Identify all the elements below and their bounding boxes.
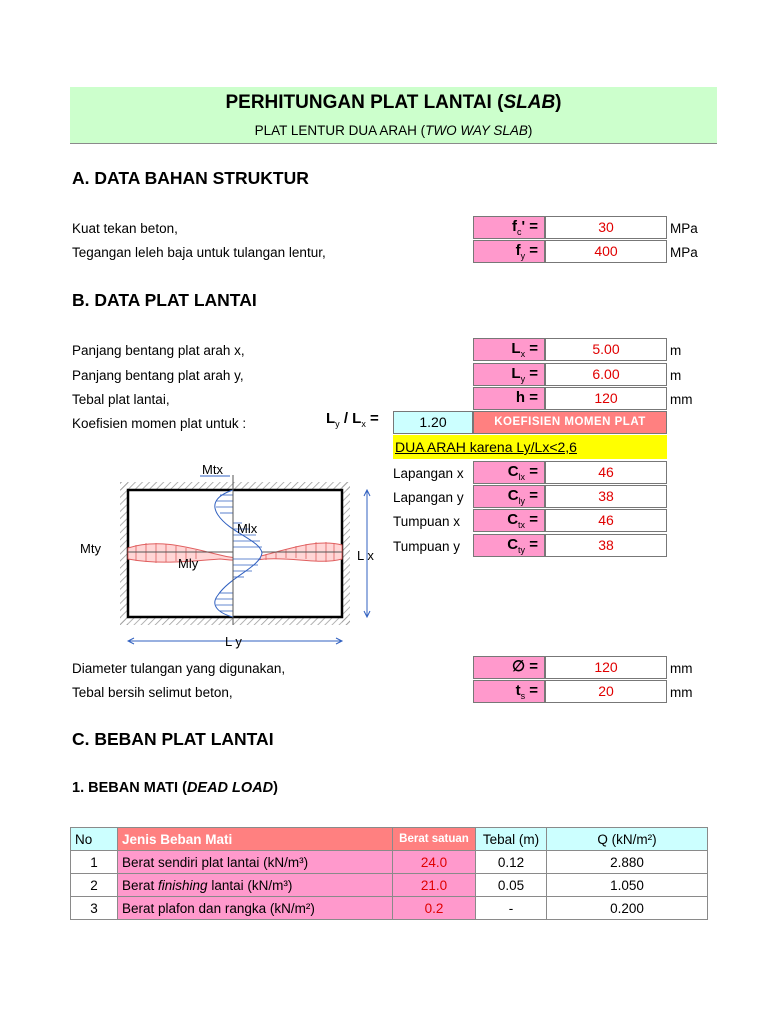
cell-no: 3 [71,897,118,920]
symbol-lx: $L_x$ = [473,338,545,361]
label-kuat-tekan: Kuat tekan beton, [72,221,178,236]
value-clx[interactable]: 46 [545,461,667,484]
header-jenis: Jenis Beban Mati [118,828,393,851]
header-no: No [71,828,118,851]
label-lapangan-y: Lapangan y [393,490,464,505]
label-lapangan-x: Lapangan x [393,466,464,481]
symbol-diameter: ∅ = [473,656,545,679]
symbol-clx: $C_{lx}$ = [473,461,545,484]
value-fc[interactable]: 30 [545,216,667,239]
cell-q: 0.200 [547,897,708,920]
cell-tebal: 0.05 [476,874,547,897]
label-lx: Panjang bentang plat arah x, [72,343,245,358]
label-ly: Panjang bentang plat arah y, [72,368,244,383]
cell-no: 2 [71,874,118,897]
section-b-heading: B. DATA PLAT LANTAI [72,290,257,310]
label-mty: Mty [80,541,101,556]
page-title: PERHITUNGAN PLAT LANTAI (SLAB) [225,92,562,113]
header-tebal: Tebal (m) [476,828,547,851]
value-h[interactable]: 120 [545,387,667,410]
title-divider [70,143,717,144]
value-fy[interactable]: 400 [545,240,667,263]
dead-load-heading: 1. BEBAN MATI (DEAD LOAD) [72,780,278,796]
value-diameter[interactable]: 120 [545,656,667,679]
label-koefisien: Koefisien momen plat untuk : [72,416,247,431]
unit-ts: mm [670,685,693,700]
ratio-label: $L_y / L_x$ = [326,410,379,429]
cell-jenis: Berat plafon dan rangka (kN/m²) [118,897,393,920]
cell-berat[interactable]: 0.2 [393,897,476,920]
label-selimut: Tebal bersih selimut beton, [72,685,233,700]
label-mtx: Mtx [202,462,223,477]
label-mlx: Mlx [237,521,258,536]
unit-h: mm [670,392,693,407]
symbol-h: h = [473,387,545,410]
koefisien-header: KOEFISIEN MOMEN PLAT [473,411,667,434]
header-q: Q (kN/m²) [547,828,708,851]
label-lx-dim: L x [357,548,374,563]
cell-jenis: Berat finishing lantai (kN/m³) [118,874,393,897]
table-row [71,851,708,874]
table-header-row [71,828,708,851]
section-c-heading: C. BEBAN PLAT LANTAI [72,729,274,749]
section-a-heading: A. DATA BAHAN STRUKTUR [72,168,309,188]
symbol-cty: $C_{ty}$ = [473,534,545,557]
value-ts[interactable]: 20 [545,680,667,703]
ratio-value[interactable]: 1.20 [393,411,473,434]
cell-no: 1 [71,851,118,874]
unit-ly: m [670,368,682,383]
unit-diameter: mm [670,661,693,676]
dead-load-table [70,827,708,920]
value-cly[interactable]: 38 [545,485,667,508]
cell-berat[interactable]: 24.0 [393,851,476,874]
value-lx[interactable]: 5.00 [545,338,667,361]
label-mly: Mly [178,556,199,571]
symbol-ly: $L_y$ = [473,363,545,386]
cell-tebal: - [476,897,547,920]
value-ly[interactable]: 6.00 [545,363,667,386]
label-tumpuan-x: Tumpuan x [393,514,461,529]
symbol-cly: $C_{ly}$ = [473,485,545,508]
value-ctx[interactable]: 46 [545,509,667,532]
cell-q: 2.880 [547,851,708,874]
unit-lx: m [670,343,682,358]
label-tebal-plat: Tebal plat lantai, [72,392,170,407]
cell-tebal: 0.12 [476,851,547,874]
label-diameter: Diameter tulangan yang digunakan, [72,661,286,676]
symbol-ts: $t_s$ = [473,680,545,703]
symbol-ctx: $C_{tx}$ = [473,509,545,532]
header-berat: Berat satuan [393,828,476,851]
cell-jenis: Berat sendiri plat lantai (kN/m³) [118,851,393,874]
value-cty[interactable]: 38 [545,534,667,557]
symbol-fy: $f_y$ = [473,240,545,263]
label-ly-dim: L y [225,634,242,649]
symbol-fc: $f_c'$ = [473,216,545,239]
cell-berat[interactable]: 21.0 [393,874,476,897]
dua-arah-note: DUA ARAH karena Ly/Lx<2,6 [393,435,667,459]
cell-q: 1.050 [547,874,708,897]
table-row [71,897,708,920]
slab-moment-diagram [70,455,390,660]
unit-fc: MPa [670,221,698,236]
unit-fy: MPa [670,245,698,260]
page-subtitle: PLAT LENTUR DUA ARAH (TWO WAY SLAB) [254,123,533,138]
label-tegangan-leleh: Tegangan leleh baja untuk tulangan lentur, [72,245,326,260]
label-tumpuan-y: Tumpuan y [393,539,461,554]
table-row [71,874,708,897]
